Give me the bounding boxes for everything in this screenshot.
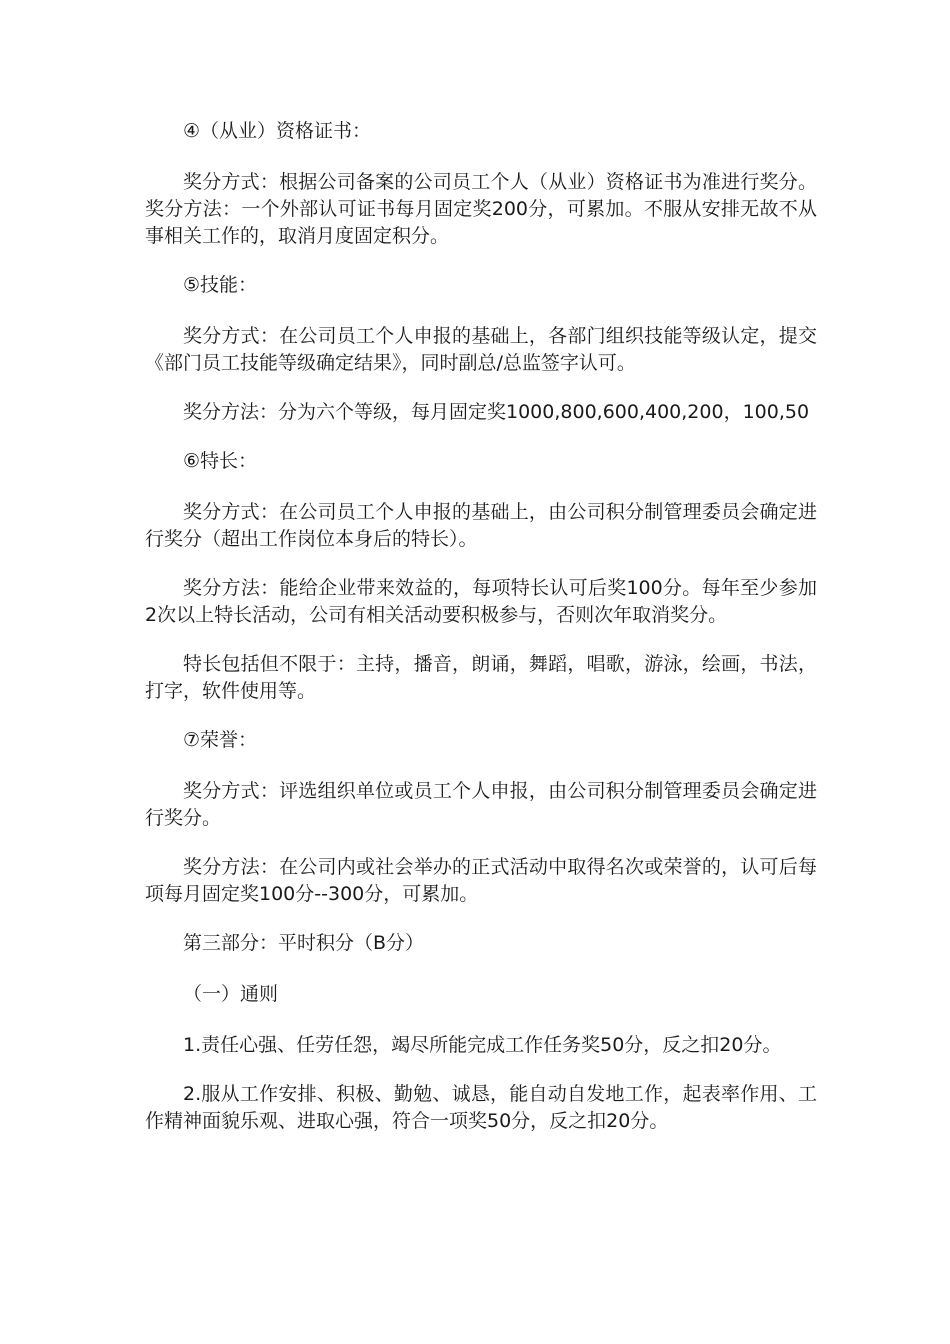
paragraph-qualification-reward: 奖分方式：根据公司备案的公司员工个人（从业）资格证书为准进行奖分。奖分方法：一个外部认可证书每月固定奖200分，可累加。不服从安排无故不从事相关工作的，取消月度固定积分。	[145, 171, 817, 247]
rule-item-2: 2.服从工作安排、积极、勤勉、诚恳，能自动自发地工作，起表率作用、工作精神面貌乐观、进取心强，符合一项奖50分，反之扣20分。	[145, 1083, 817, 1132]
paragraph-specialty-reward-rule: 奖分方法：能给企业带来效益的，每项特长认可后奖100分。每年至少参加2次以上特长活动，公司有相关活动要积极参与，否则次年取消奖分。	[145, 577, 817, 626]
general-rules-heading: （一）通则	[183, 983, 279, 1005]
document-body	[145, 118, 817, 1157]
paragraph-specialty-reward-method: 奖分方式：在公司员工个人申报的基础上，由公司积分制管理委员会确定进行奖分（超出工作岗位本身后的特长）。	[145, 501, 817, 550]
paragraph-skill-reward-method: 奖分方式：在公司员工个人申报的基础上，各部门组织技能等级认定，提交《部门员工技能等级确定结果》，同时副总/总监签字认可。	[145, 325, 817, 374]
paragraph-skill-reward-levels: 奖分方法：分为六个等级，每月固定奖1000,800,600,400,200，100,50	[183, 401, 810, 423]
section-heading-qualification: ④（从业）资格证书：	[183, 120, 372, 142]
section-heading-specialty: ⑥特长：	[183, 450, 258, 472]
rule-item-1: 1.责任心强、任劳任怨，竭尽所能完成工作任务奖50分，反之扣20分。	[183, 1034, 782, 1056]
section-heading-honor: ⑦荣誉：	[183, 729, 258, 751]
paragraph-honor-reward-rule: 奖分方法：在公司内或社会举办的正式活动中取得名次或荣誉的，认可后每项每月固定奖100分--300分，可累加。	[145, 856, 817, 905]
paragraph-specialty-list: 特长包括但不限于：主持，播音，朗诵，舞蹈，唱歌，游泳，绘画，书法，打字，软件使用等。	[145, 653, 817, 702]
section-heading-skill: ⑤技能：	[183, 274, 258, 296]
part-three-heading: 第三部分：平时积分（B分）	[183, 932, 425, 954]
paragraph-honor-reward-method: 奖分方式：评选组织单位或员工个人申报，由公司积分制管理委员会确定进行奖分。	[145, 780, 817, 829]
